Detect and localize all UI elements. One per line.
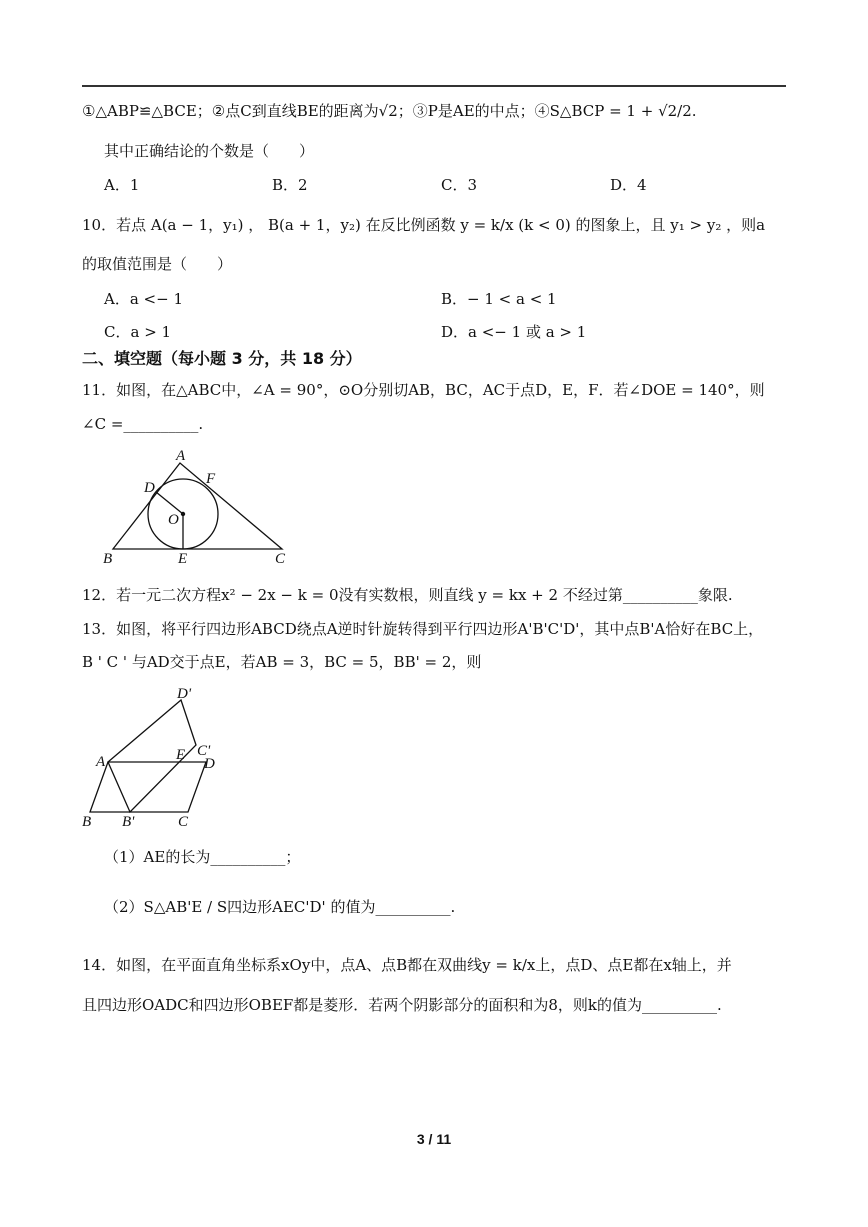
label-o: O bbox=[168, 512, 179, 528]
header-rule bbox=[82, 85, 786, 87]
label-b: B bbox=[103, 551, 113, 567]
q13-sub2: （2）S△AB'E / S四边形AEC'D' 的值为__________. bbox=[104, 898, 456, 916]
label-c: C bbox=[275, 551, 286, 567]
q10-line2: 的取值范围是（ ） bbox=[82, 255, 233, 273]
label-b-prime: B' bbox=[122, 814, 135, 830]
q9-option-a: A．1 bbox=[104, 176, 140, 194]
label-a: A bbox=[96, 754, 106, 770]
q9-option-c: C．3 bbox=[441, 176, 478, 194]
q13-line1: 13．如图，将平行四边形ABCD绕点A逆时针旋转得到平行四边形A'B'C'D'，其中点B'A恰好在BC上， bbox=[82, 620, 764, 638]
q10-option-b: B．− 1 < a < 1 bbox=[441, 290, 557, 308]
q10-option-c: C．a > 1 bbox=[104, 323, 172, 341]
label-a: A bbox=[176, 448, 186, 464]
q9-prompt: 其中正确结论的个数是（ ） bbox=[104, 142, 315, 160]
q10-option-d: D．a <− 1 或 a > 1 bbox=[441, 323, 587, 341]
center-point bbox=[181, 512, 185, 516]
label-e: E bbox=[178, 551, 188, 567]
q10-line1: 10．若点 A(a − 1，y₁) ， B(a + 1，y₂) 在反比例函数 y = k/x (k < 0) 的图象上，且 y₁ > y₂ ，则a bbox=[82, 216, 766, 234]
q11-line1: 11．如图，在△ABC中，∠A = 90°，⊙O分别切AB，BC，AC于点D，E，F．若∠DOE = 140°，则 bbox=[82, 381, 765, 399]
label-c: C bbox=[178, 814, 189, 830]
q13-parallelogram-figure bbox=[78, 680, 238, 830]
label-d: D bbox=[144, 480, 155, 496]
q10-option-a: A．a <− 1 bbox=[104, 290, 183, 308]
section-title: 二、填空题（每小题 3 分，共 18 分） bbox=[82, 349, 362, 368]
label-c-prime: C' bbox=[197, 743, 211, 759]
q13-sub1: （1）AE的长为__________； bbox=[104, 848, 301, 866]
q11-line2: ∠C =__________. bbox=[82, 415, 204, 433]
q9-option-d: D．4 bbox=[610, 176, 647, 194]
label-f: F bbox=[206, 471, 216, 487]
triangle-abc bbox=[113, 463, 282, 549]
label-b: B bbox=[82, 814, 92, 830]
q9-option-b: B．2 bbox=[272, 176, 308, 194]
q14-line2: 且四边形OADC和四边形OBEF都是菱形．若两个阴影部分的面积和为8，则k的值为__________. bbox=[82, 996, 722, 1014]
q9-statements: ①△ABP≌△BCE；②点C到直线BE的距离为√2；③P是AE的中点；④S△BCP = 1 + √2/2. bbox=[82, 102, 697, 120]
radius-od bbox=[156, 492, 183, 514]
q12-line1: 12．若一元二次方程x² − 2x − k = 0没有实数根，则直线 y = kx + 2 不经过第__________象限. bbox=[82, 586, 733, 604]
label-d: D bbox=[204, 756, 215, 772]
q13-line2: B ' C ' 与AD交于点E，若AB = 3，BC = 5，BB' = 2，则 bbox=[82, 653, 482, 671]
label-d-prime: D' bbox=[177, 686, 192, 702]
page-number: 3 / 11 bbox=[416, 1131, 452, 1147]
label-e: E bbox=[176, 747, 186, 763]
parallelogram-abcd bbox=[90, 762, 206, 812]
q14-line1: 14．如图，在平面直角坐标系xOy中，点A、点B都在双曲线y = k/x上，点D、点E都在x轴上，并 bbox=[82, 956, 732, 974]
q11-triangle-figure bbox=[100, 445, 300, 570]
